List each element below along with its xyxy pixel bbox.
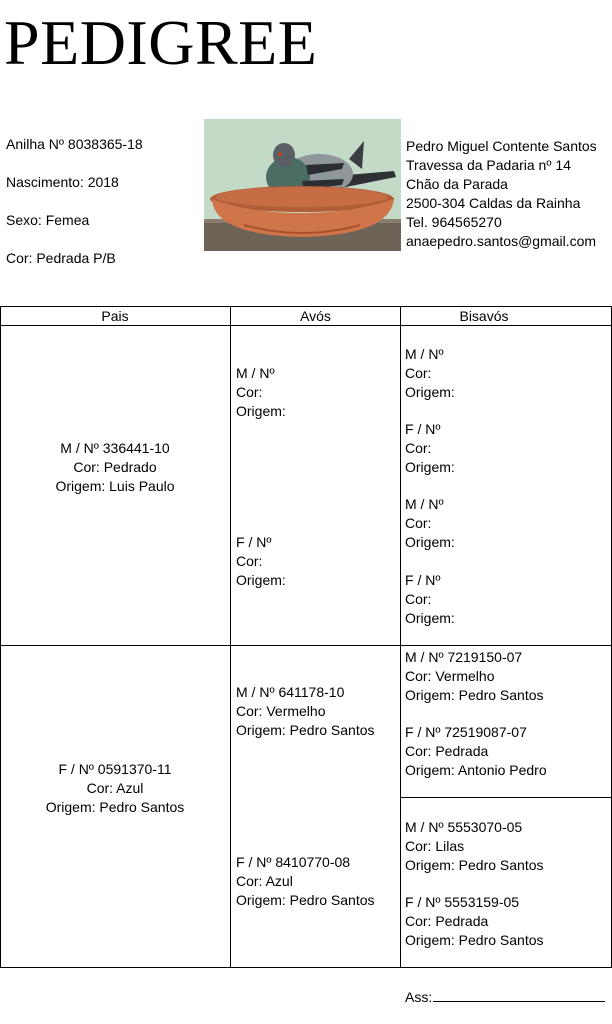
dam-id: F / Nº 0591370-11: [58, 761, 172, 777]
sire-entry: [0, 439, 230, 496]
owner-name: Pedro Miguel Contente Santos: [406, 138, 597, 154]
dam-dam-dam-entry: [405, 893, 544, 950]
owner-street: Travessa da Padaria nº 14: [406, 157, 571, 173]
sire-sire-entry: [236, 364, 286, 421]
entry-id: F / Nº: [405, 421, 441, 437]
sire-sire-sire-entry: [405, 345, 455, 402]
sire-dam-sire-entry: [405, 495, 455, 552]
page-title: PEDIGREE: [4, 7, 318, 78]
ring-number: Anilha Nº 8038365-18: [6, 136, 143, 152]
entry-origin: Origem: Pedro Santos: [236, 892, 375, 908]
entry-color: Cor: Pedrada: [405, 913, 489, 929]
signature-line: [433, 988, 605, 1002]
sire-dam-entry: [236, 533, 286, 590]
bird-color: Cor: Pedrada P/B: [6, 250, 116, 266]
dam-sire-sire-entry: [405, 648, 544, 705]
header-parents: Pais: [101, 308, 129, 324]
owner-address: [406, 137, 597, 251]
sire-dam-dam-entry: [405, 571, 455, 628]
entry-origin: Origem:: [405, 384, 455, 400]
entry-color: Cor:: [405, 365, 432, 381]
sex: Sexo: Femea: [6, 212, 90, 228]
dam-dam-entry: [236, 853, 375, 910]
entry-id: F / Nº 5553159-05: [405, 894, 520, 910]
pigeon-photo: [204, 119, 401, 251]
sire-id: M / Nº 336441-10: [60, 440, 170, 456]
signature-field: [405, 988, 605, 1005]
entry-color: Cor: Lilas: [405, 838, 465, 854]
entry-id: M / Nº: [236, 365, 275, 381]
entry-color: Cor: Vermelho: [405, 668, 495, 684]
entry-origin: Origem:: [236, 403, 286, 419]
entry-origin: Origem:: [405, 534, 455, 550]
entry-color: Cor: Pedrada: [405, 743, 489, 759]
dam-entry: [0, 760, 230, 817]
owner-email: anaepedro.santos@gmail.com: [406, 233, 597, 249]
entry-color: Cor: Vermelho: [236, 703, 326, 719]
dam-sire-entry: [236, 683, 375, 740]
entry-id: F / Nº 72519087-07: [405, 724, 527, 740]
entry-origin: Origem: Antonio Pedro: [405, 762, 547, 778]
entry-color: Cor:: [236, 553, 263, 569]
dam-dam-sire-entry: [405, 818, 544, 875]
entry-color: Cor:: [405, 440, 432, 456]
header-great-grandparents: Bisavós: [459, 308, 509, 324]
entry-origin: Origem:: [405, 459, 455, 475]
entry-id: M / Nº 7219150-07: [405, 649, 523, 665]
entry-origin: Origem: Pedro Santos: [405, 687, 544, 703]
signature-label: Ass:: [405, 989, 433, 1005]
dam-origin: Origem: Pedro Santos: [45, 799, 185, 815]
entry-id: F / Nº: [236, 534, 272, 550]
entry-origin: Origem: Pedro Santos: [405, 932, 544, 948]
entry-id: M / Nº 641178-10: [236, 684, 345, 700]
birth-year: Nascimento: 2018: [6, 174, 119, 190]
dam-sire-dam-entry: [405, 723, 547, 780]
sire-sire-dam-entry: [405, 420, 455, 477]
sire-origin: Origem: Luis Paulo: [55, 478, 175, 494]
entry-color: Cor:: [405, 515, 432, 531]
dam-color: Cor: Azul: [86, 780, 144, 796]
owner-postcode: 2500-304 Caldas da Rainha: [406, 195, 581, 211]
header-grandparents: Avós: [300, 308, 331, 324]
entry-id: M / Nº: [405, 496, 444, 512]
entry-id: M / Nº 5553070-05: [405, 819, 523, 835]
entry-id: F / Nº: [405, 572, 441, 588]
entry-id: M / Nº: [405, 346, 444, 362]
entry-origin: Origem: Pedro Santos: [405, 857, 544, 873]
entry-color: Cor:: [236, 384, 263, 400]
sire-color: Cor: Pedrado: [73, 459, 157, 475]
owner-phone: Tel. 964565270: [406, 214, 502, 230]
owner-town: Chão da Parada: [406, 176, 508, 192]
entry-color: Cor:: [405, 591, 432, 607]
entry-color: Cor: Azul: [236, 873, 293, 889]
entry-origin: Origem:: [236, 572, 286, 588]
entry-origin: Origem:: [405, 610, 455, 626]
entry-id: F / Nº 8410770-08: [236, 854, 351, 870]
entry-origin: Origem: Pedro Santos: [236, 722, 375, 738]
